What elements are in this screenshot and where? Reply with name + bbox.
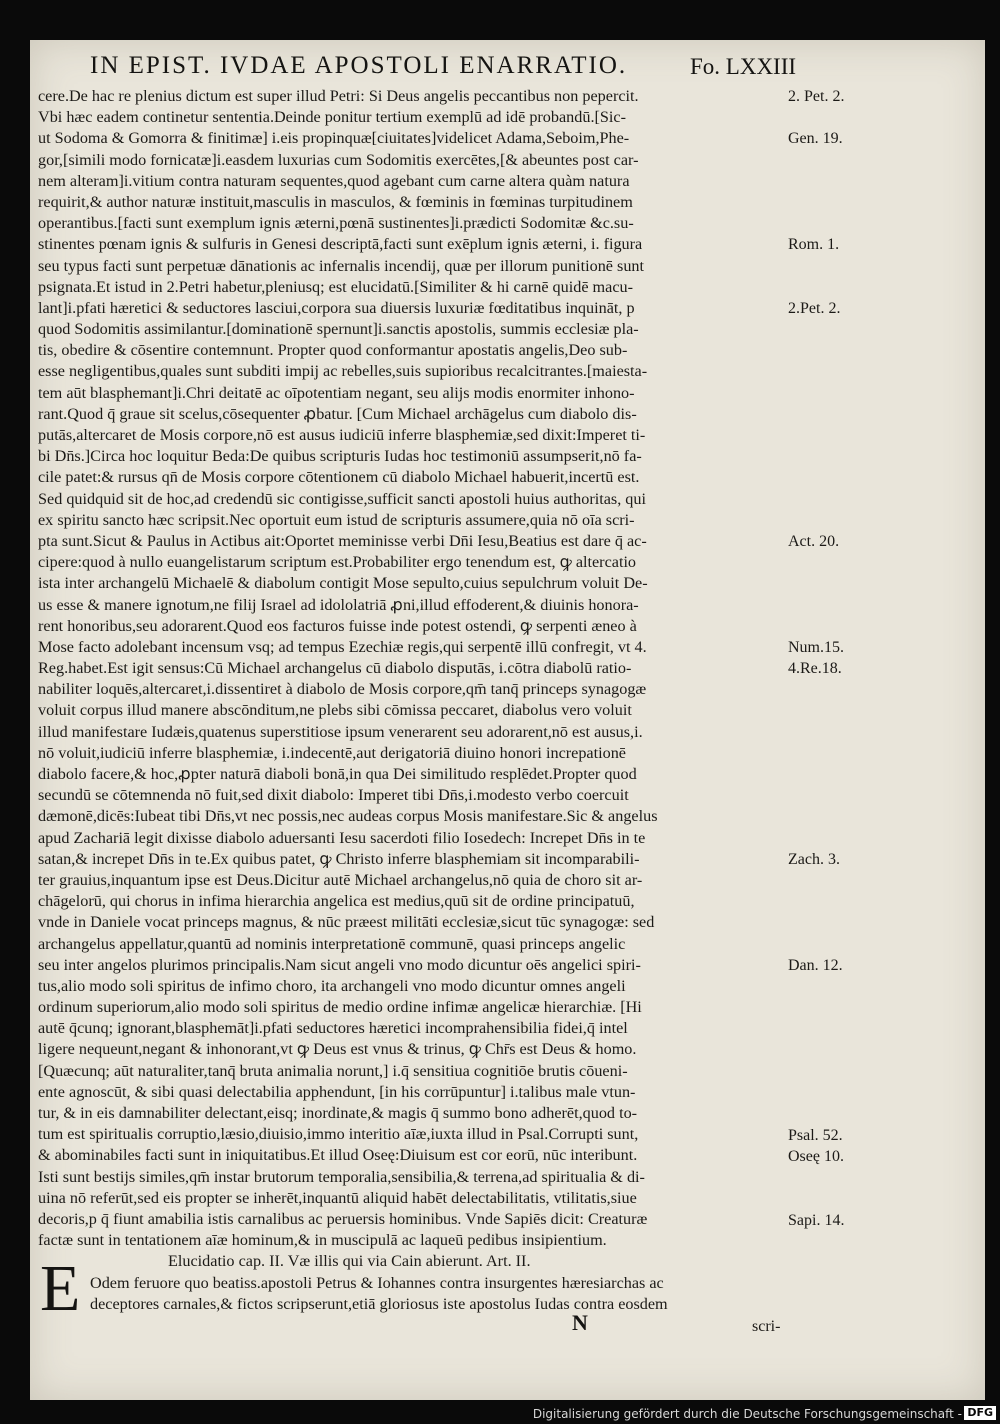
text-line: operantibus.[facti sunt exemplum ignis æterni,pœnā sustinentes]i.prædicti Sodomitæ &c.su- (38, 214, 634, 233)
text-line: Mose facto adolebant incensum vsq; ad tempus Ezechiæ regis,qui serpentē illū confregit, vt 4. (38, 637, 647, 656)
text-line: ter grauius,inquantum ipse est Deus.Dicitur autē Michael archangelus,nō quia de choro sit ar- (38, 870, 643, 889)
text-line: tem aūt blasphemant]i.Chri deitatē ac oīpotentiam negant, seu alijs modis enormiter inhono- (38, 383, 635, 402)
margin-note: 2.Pet. 2. (788, 300, 841, 317)
signature-mark: N (572, 1310, 588, 1335)
margin-note: Num.15. (788, 639, 844, 657)
digitization-footer (0, 1404, 1000, 1424)
margin-note: Sapi. 14. (788, 1211, 845, 1229)
text-line: vnde in Daniele vocat princeps magnus, & nūc præest militāti ecclesiæ,sicut tūc synagogæ: sed (38, 913, 655, 932)
text-line: pta sunt.Sicut & Paulus in Actibus ait:Oportet meminisse verbi Dn̄i Iesu,Beatius est dare q̄ ac- (38, 531, 647, 550)
main-text-column (38, 86, 784, 1315)
text-line: us esse & manere ignotum,ne filij Israel ad idololatriā ꝓni,illud effoderent,& diuinis honora- (38, 595, 639, 614)
text-line: [Quæcunq; aūt naturaliter,tanq̄ bruta animalia norunt,] i.q̄ sensitiua cognitiōe brutis cōueni- (38, 1061, 628, 1080)
catchword: scri- (752, 1318, 781, 1335)
footer-credit: Digitalisierung gefördert durch die Deutsche Forschungsgemeinschaft - (532, 1407, 962, 1421)
text-line: seu typus facti sunt perpetuæ dānationis ac infernalis incendij, quæ per illorum punitionē sunt (38, 256, 645, 275)
text-line: psignata.Et istud in 2.Petri habetur,pleniusq; est elucidatū.[Similiter & hi carnē quidē macu- (38, 277, 634, 296)
text-line: ut Sodoma & Gomorra & finitimæ] i.eis propinquæ[ciuitates]videlicet Adama,Seboim,Phe- (38, 129, 630, 148)
margin-note: 2. Pet. 2. (788, 88, 845, 105)
margin-note: 4.Re.18. (788, 660, 842, 678)
text-line: decoris,p q̄ fiunt amabilia istis carnalibus ac peruersis hominibus. Vnde Sapiēs dicit: Creaturæ (38, 1209, 648, 1228)
text-line: Elucidatio cap. II. Væ illis qui via Cain abierunt. Art. II. (168, 1252, 531, 1271)
text-line: cipere:quod à nullo euangelistarum scriptum est.Probabiliter ergo tenendum est, ꝙ altercatio (38, 553, 637, 572)
text-line: autē q̄cunq; ignorant,blasphemāt]i.pfati seductores hæretici incomprahensibilia fidei,q̄ intel (38, 1019, 628, 1038)
text-line: Sed quidquid sit de hoc,ad credendū sic contigisse,sufficit sancti apostoli huius authoritas, qui (38, 489, 646, 508)
margin-note: Zach. 3. (788, 851, 840, 869)
text-line: Reg.habet.Est igit sensus:Cū Michael archangelus cū diabolo disputās, i.cōtra diabolū ratio- (38, 659, 632, 678)
text-line: chāgelorū, qui chorus in infima hierarchia angelica est medius,quū sit de ordine principatuū, (38, 892, 635, 911)
text-line: satan,& increpet Dn̄s in te.Ex quibus patet, ꝙ Christo inferre blasphemiam sit incomparabili- (38, 849, 640, 868)
text-line: quod Sodomitis assimilantur.[dominationē spernunt]i.sanctis apostolis, summis ecclesiæ pla- (38, 320, 639, 339)
text-line: tur, & in eis damnabiliter delectant,eisq; inordinate,& magis q̄ summo bono adherēt,quod to- (38, 1104, 638, 1122)
running-title: IN EPIST. IVDAE APOSTOLI ENARRATIO. (90, 52, 628, 79)
margin-note: Psal. 52. (788, 1126, 843, 1144)
text-line: deceptores carnales,& fictos scripserunt,etiā gloriosus iste apostolus Iudas contra eosdem (90, 1294, 668, 1313)
margin-note: Rom. 1. (788, 236, 840, 254)
text-line: tum est spiritualis corruptio,læsio,diuisio,immo interitio aīæ,iuxta illud in Psal.Corrupti sunt, (38, 1125, 639, 1144)
text-line: tis, obedire & cōsentire contemnunt. Propter quod conformantur apostatis angelis,Deo sub- (38, 341, 628, 360)
text-line: esse negligentibus,quales sunt subditi impij ac rebelles,suis supioribus recalcitrantes.[maiesta- (38, 362, 648, 381)
text-line: uina nō referūt,sed eis propter se inherēt,inquantū aliquid habēt delectabilitatis, vtilitatis,siue (38, 1188, 637, 1207)
margin-note: Act. 20. (788, 533, 840, 551)
folio-number: Fo. LXXIII (690, 54, 797, 79)
text-line: tus,alio modo soli spiritus de infimo choro, ita archangeli vno modo dicuntur omnes angeli (38, 976, 626, 995)
text-line: diabolo facere,& hoc,ꝓpter naturā diaboli bonā,in qua Dei similitudo resplēdet.Propter quod (38, 765, 637, 783)
text-line: ordinum superiorum,alio modo soli spiritus de medio ordine infimæ angelicæ hierarchiæ. [Hi (38, 998, 642, 1017)
text-line: rent honoribus,seu adorarent.Quod eos facturos fuisse inde potest ostendi, ꝙ serpenti æneo à (38, 616, 637, 635)
text-line: stinentes pœnam ignis & sulfuris in Genesi descriptā,facti sunt exēplum ignis æterni, i. figura (38, 235, 643, 254)
text-line: putās,altercaret de Mosis corpore,nō est ausus iudiciū inferre blasphemiæ,sed dixit:Imperet ti- (38, 426, 646, 444)
text-line: voluit corpus illud manere abscōnditum,ne plebs sibi cōmissa peccaret, diabolus vero voluit (38, 701, 632, 720)
text-line: requirit,& author naturæ instituit,masculis in masculos, & fœminis in fœminas turpitudinem (38, 192, 633, 211)
text-line: bi Dn̄s.]Circa hoc loquitur Beda:De quibus scripturis Iudas hoc testimoniū assumpserit,nō fa- (38, 447, 642, 466)
text-line: secundū se cōtemnenda nō fuit,sed dixit diabolo: Imperet tibi Dn̄s,i.modesto verbo coercuit (38, 786, 629, 805)
text-line: rant.Quod q̄ graue sit scelus,cōsequenter ꝓbatur. [Cum Michael archāgelus cum diabolo dis- (38, 404, 637, 423)
text-line: lant]i.pfati hæretici & seductores lasciui,corpora sua diuersis luxuriæ fœditatibus inquināt, p (38, 298, 635, 317)
text-line: ente agnoscūt, & sibi quasi delectabilia apphendunt, [in his corrūpuntur] i.talibus male vtun- (38, 1082, 636, 1101)
drop-cap: E (40, 1252, 81, 1325)
text-line: seu inter angelos plurimos principalis.Nam sicut angeli vno modo dicuntur oēs angelici spiri- (38, 955, 641, 974)
text-line: dæmonē,dicēs:Iubeat tibi Dn̄s,vt nec possis,nec audeas corpus Mosis manifestare.Sic & angelus (38, 807, 658, 826)
text-line: cere.De hac re plenius dictum est super illud Petri: Si Deus angelis peccantibus non pepercit. (38, 87, 639, 105)
text-line: nem alteram]i.vitium contra naturam sequentes,quod agebant cum carne altera quàm natura (38, 171, 630, 190)
text-line: ista inter archangelū Michaelē & diabolum contigit Mose sepulto,cuius sepulchrum voluit De- (38, 574, 648, 593)
text-line: apud Zachariā legit dixisse diabolo aduersanti Iesu sacerdoti filio Iosedech: Increpet Dn̄s in te (38, 828, 646, 847)
text-line: factæ sunt in tentationem aīæ hominum,& in muscipulā ac laqueū pedibus insipientium. (38, 1231, 607, 1250)
margin-note: Dan. 12. (788, 957, 843, 975)
text-line: Vbi hæc eadem continetur sententia.Deinde ponitur tertium exemplū ad idē probandū.[Sic- (38, 108, 626, 127)
text-line: illud manifestare Iudæis,quatenus superstitiose ipsum venerarent seu adorarent,nō est ausus,i. (38, 722, 643, 741)
text-line: & abominabiles facti sunt in iniquitatibus.Et illud Oseę:Diuisum est cor eorū, nūc interibunt. (38, 1146, 638, 1165)
dfg-logo: DFG (964, 1406, 996, 1420)
text-line: gor,[simili modo fornicatæ]i.easdem luxurias cum Sodomitis exercētes,[& abeuntes post car- (38, 150, 639, 169)
text-line: ex spiritu sancto hæc scripsit.Nec oportuit eum istud de scripturis assumere,quia nō oīa scri- (38, 510, 635, 529)
text-line: ligere nequeunt,negant & inhonorant,vt ꝙ Deus est vnus & trinus, ꝙ Chr̄s est Deus & homo. (38, 1040, 637, 1059)
text-line: archangelus appellatur,quantū ad nominis interpretationē communē, quasi princeps angelic (38, 934, 626, 953)
margin-note: Oseę 10. (788, 1148, 844, 1165)
text-line: nabiliter loquēs,altercaret,i.dissentiret à diabolo de Mosis corpore,qm̄ tanq̄ princeps synagogæ (38, 680, 647, 699)
text-line: Isti sunt bestijs similes,qm̄ instar brutorum temporalia,sensibilia,& terrena,ad spiritualia & di- (38, 1167, 645, 1186)
text-line: cile patet:& rursus qn̄ de Mosis corpore cōtentionem cū diabolo Michael habuerit,incertū est. (38, 468, 640, 487)
text-line: nō voluit,iudiciū inferre blasphemiæ, i.indecentē,aut derigatoriā diuino honori increpationē (38, 743, 626, 762)
margin-note: Gen. 19. (788, 130, 843, 148)
text-line: Odem feruore quo beatiss.apostoli Petrus & Iohannes contra insurgentes hæresiarchas ac (90, 1273, 664, 1292)
